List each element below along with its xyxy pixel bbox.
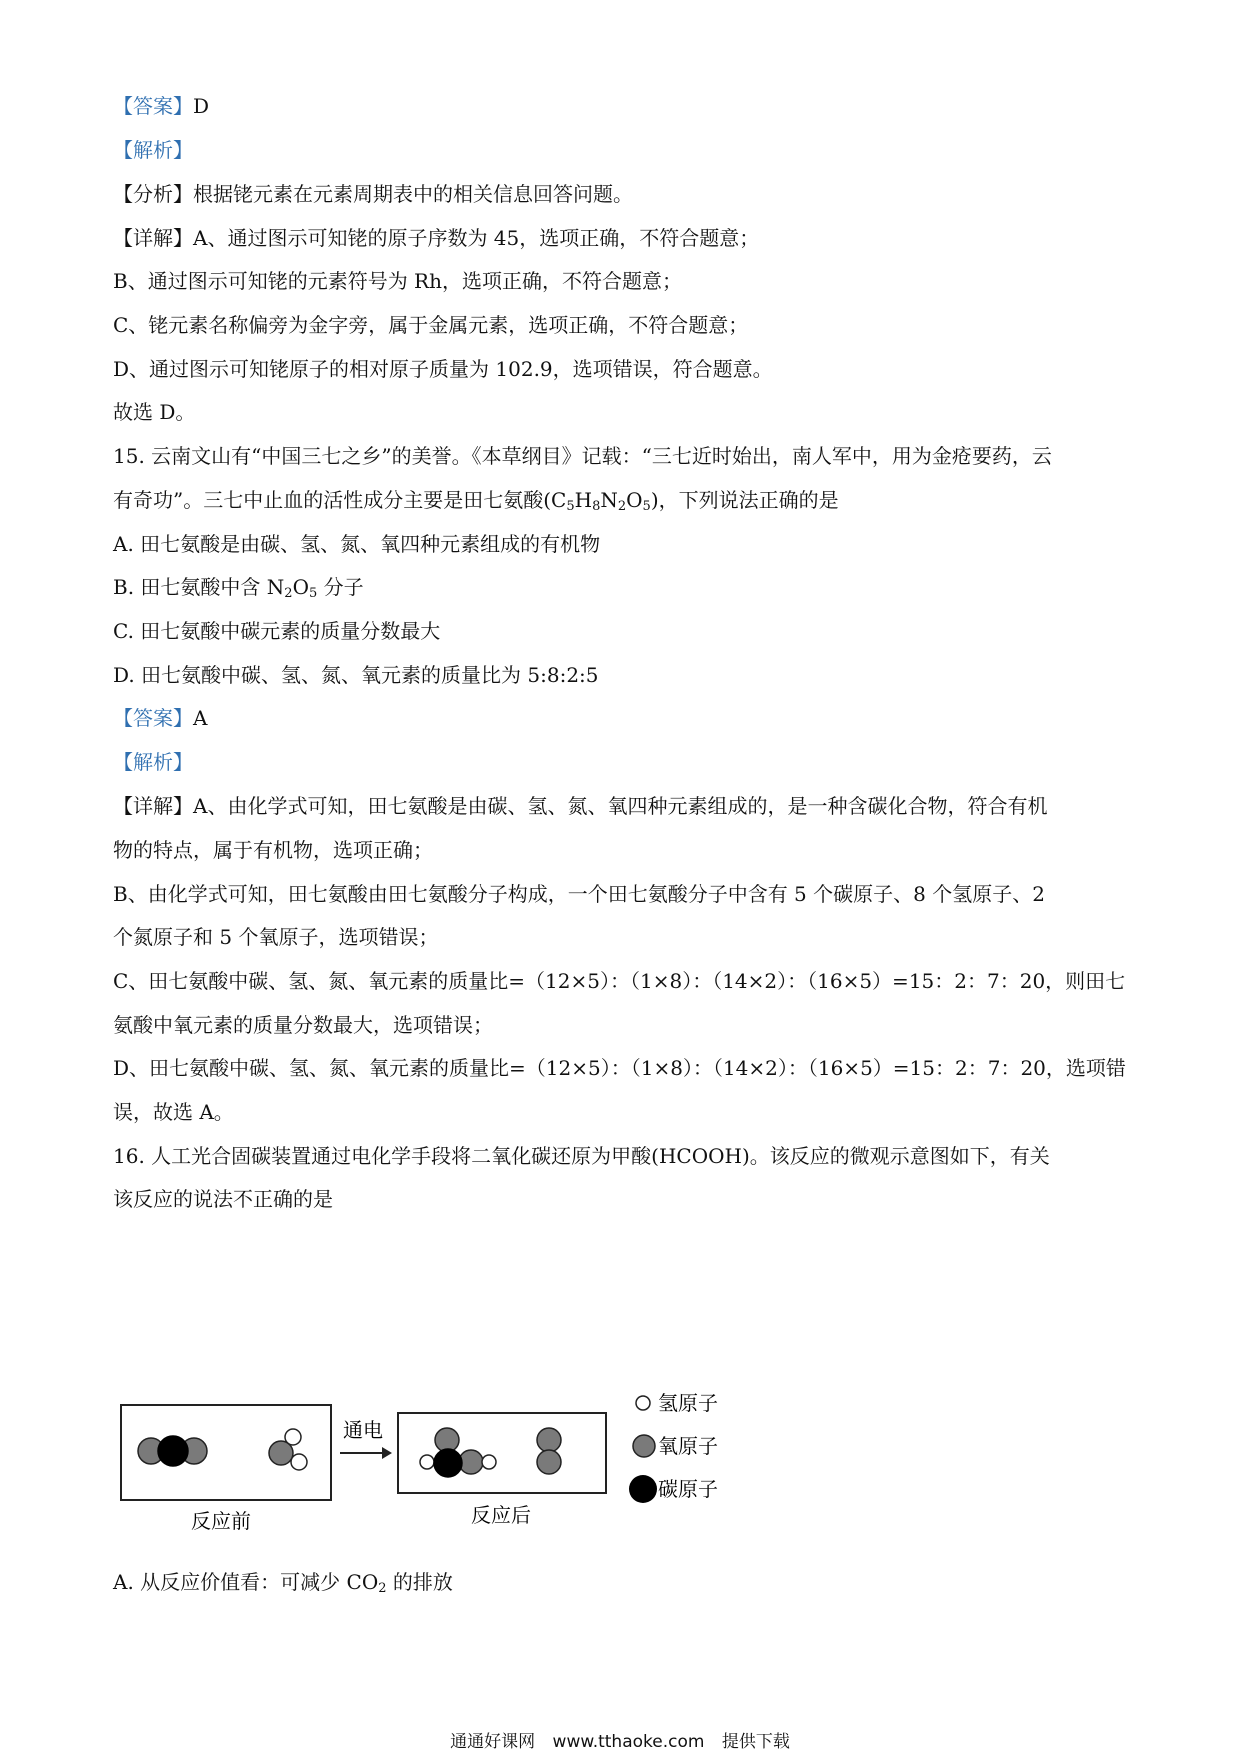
question-16-line-2: 该反应的说法不正确的是 <box>113 1187 333 1211</box>
q15-text-pre: 有奇功”。三七中止血的活性成分主要是田七氨酸(C <box>113 488 567 512</box>
option-b-post: 分子 <box>317 575 364 599</box>
detail-line-2a2: 物的特点，属于有机物，选项正确； <box>113 838 433 862</box>
detail-line-1b: B、通过图示可知铑的元素符号为 Rh，选项正确，不符合题意； <box>113 269 682 293</box>
answer-line-1 <box>113 92 209 120</box>
conclusion-line-1: 故选 D。 <box>113 400 196 424</box>
detail-text: A、通过图示可知铑的原子序数为 45，选项正确，不符合题意； <box>193 226 760 250</box>
hydrogen-atom <box>291 1454 307 1470</box>
answer-tag-2: 【答案】 <box>113 706 193 730</box>
oxygen-atom <box>537 1428 561 1452</box>
option-15-a: A. 田七氨酸是由碳、氢、氮、氧四种元素组成的有机物 <box>113 532 601 556</box>
fenxi-tag: 【分析】 <box>113 182 193 206</box>
oxygen-atom <box>537 1450 561 1474</box>
detail-text-2a: A、由化学式可知，田七氨酸是由碳、氢、氮、氧四种元素组成的，是一种含碳化合物，符合有机 <box>193 794 1048 818</box>
hydrogen-atom <box>285 1429 301 1445</box>
footer-action: 提供下载 <box>721 1732 790 1752</box>
q15-text-post: )，下列说法正确的是 <box>650 488 839 512</box>
detail-line-1a <box>113 224 759 252</box>
hydrogen-atom <box>420 1455 434 1469</box>
detail-line-1c: C、铑元素名称偏旁为金字旁，属于金属元素，选项正确，不符合题意； <box>113 313 749 337</box>
detail-line-2c2: 氨酸中氧元素的质量分数最大，选项错误； <box>113 1013 493 1037</box>
detail-line-2c1: C、田七氨酸中碳、氢、氮、氧元素的质量比=（12×5）：（1×8）：（14×2）：（16×5）=15：2：7：20，则田七 <box>113 969 1126 993</box>
carbon-atom <box>158 1436 188 1466</box>
option-15-c: C. 田七氨酸中碳元素的质量分数最大 <box>113 619 441 643</box>
question-15-line-2 <box>113 486 839 514</box>
answer-tag: 【答案】 <box>113 94 193 118</box>
after-label: 反应后 <box>471 1503 531 1527</box>
formula-o: O <box>626 488 643 512</box>
legend-hydrogen-icon <box>636 1396 650 1410</box>
detail-line-1d: D、通过图示可知铑原子的相对原子质量为 102.9，选项错误，符合题意。 <box>113 357 773 381</box>
formula-h: H <box>574 488 593 512</box>
legend-hydrogen-label: 氢原子 <box>658 1391 718 1415</box>
formula-n: N <box>600 488 618 512</box>
option-16-a <box>113 1568 453 1596</box>
answer-value-2: A <box>193 706 208 730</box>
formula-sub-h: 8 <box>592 499 601 514</box>
arrow-label: 通电 <box>343 1418 383 1442</box>
option-16a-post: 的排放 <box>386 1570 453 1594</box>
option-b-sub-n: 2 <box>284 586 293 601</box>
analysis-tag-2: 【解析】 <box>113 750 193 774</box>
question-16-line-1: 16. 人工光合固碳装置通过电化学手段将二氧化碳还原为甲酸(HCOOH)。该反应的微观示意图如下，有关 <box>113 1144 1050 1168</box>
fenxi-text: 根据铑元素在元素周期表中的相关信息回答问题。 <box>193 182 633 206</box>
formula-sub-n: 2 <box>617 499 627 514</box>
arrow-head <box>382 1447 392 1459</box>
footer-site: 通通好课网 <box>450 1732 536 1752</box>
option-16a-sub: 2 <box>378 1581 387 1596</box>
detail-line-2b2: 个氮原子和 5 个氧原子，选项错误； <box>113 925 439 949</box>
question-15-line-1: 15. 云南文山有“中国三七之乡”的美誉。《本草纲目》记载：“三七近时始出，南人军中，用为金疮要药，云 <box>113 444 1052 468</box>
option-15-d: D. 田七氨酸中碳、氢、氮、氧元素的质量比为 5:8:2:5 <box>113 663 599 687</box>
option-15-b <box>113 573 364 601</box>
formula-sub-o: 5 <box>642 499 651 514</box>
answer-line-2 <box>113 704 207 732</box>
formula-sub-c: 5 <box>566 499 575 514</box>
detail-line-2a1 <box>113 792 1047 820</box>
reaction-diagram <box>118 1385 758 1545</box>
footer-url[interactable]: www.tthaoke.com <box>552 1732 705 1752</box>
option-b-pre: B. 田七氨酸中含 N <box>113 575 285 599</box>
option-16a-pre: A. 从反应价值看：可减少 CO <box>113 1570 379 1594</box>
detail-line-2d2: 误，故选 A。 <box>113 1100 234 1124</box>
detail-line-2d1: D、田七氨酸中碳、氢、氮、氧元素的质量比=（12×5）：（1×8）：（14×2）：（16×5）=15：2：7：20，选项错 <box>113 1056 1126 1080</box>
option-b-sub-o: 5 <box>308 586 318 601</box>
detail-tag: 【详解】 <box>113 226 193 250</box>
legend-oxygen-icon <box>633 1435 655 1457</box>
analysis-tag-1: 【解析】 <box>113 138 193 162</box>
hydrogen-atom <box>482 1455 496 1469</box>
page-footer <box>0 1727 1240 1752</box>
fenxi-line <box>113 180 633 208</box>
carbon-atom <box>434 1449 462 1477</box>
after-box <box>398 1413 606 1493</box>
legend-oxygen-label: 氧原子 <box>658 1434 718 1458</box>
legend-carbon-icon <box>629 1475 657 1503</box>
legend-carbon-label: 碳原子 <box>658 1477 718 1501</box>
detail-tag-2: 【详解】 <box>113 794 193 818</box>
before-label: 反应前 <box>191 1509 251 1533</box>
answer-value: D <box>193 94 210 118</box>
option-b-o: O <box>292 575 309 599</box>
detail-line-2b1: B、由化学式可知，田七氨酸由田七氨酸分子构成，一个田七氨酸分子中含有 5 个碳原子、8 个氢原子、2 <box>113 882 1045 906</box>
